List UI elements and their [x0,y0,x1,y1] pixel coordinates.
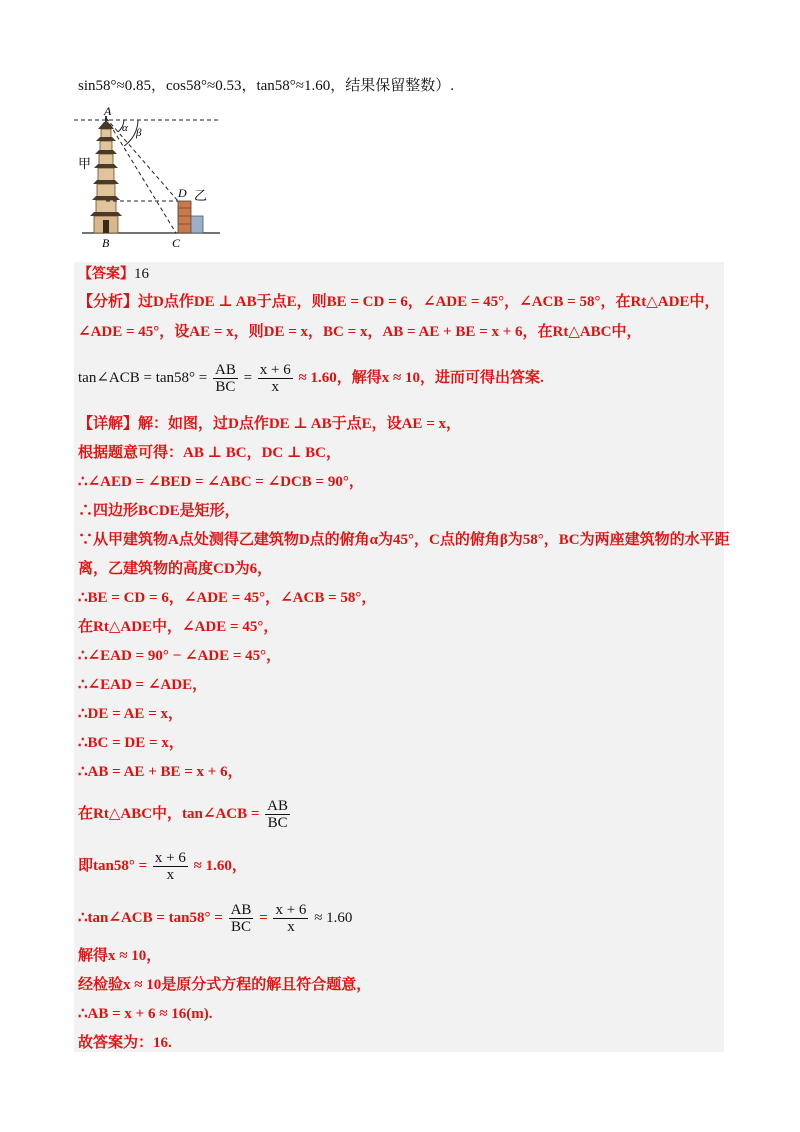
solution-panel [74,262,730,1052]
label-B: B [102,236,110,250]
detail-line-9: ∴∠EAD = 90° − ∠ADE = 45°， [78,648,282,664]
intro-line: sin58°≈0.85，cos58°≈0.53，tan58°≈1.60，结果保留整数）. [78,78,455,94]
fraction: $\frac{x + 6}{x}$ [275,902,307,935]
detail-line-11: ∴DE = AE = x， [78,706,183,722]
label-jia: 甲 [78,157,92,172]
answer-value: 16 [134,266,149,282]
detail-line-19: ∴AB = x + 6 ≈ 16(m). [78,1006,213,1022]
label-C: C [172,236,181,250]
detail-line-13: ∴AB = AE + BE = x + 6， [78,764,243,780]
detail-line-17: 解得x ≈ 10， [78,948,162,964]
fraction: $\frac{AB}{BC}$ [267,798,289,831]
line-AD [106,118,178,201]
label-beta: β [136,127,142,139]
detail-line-12: ∴BC = DE = x， [78,735,184,751]
detail-line-5: ∵从甲建筑物A点处测得乙建筑物D点的俯角α为45°，C点的俯角β为58°，BC为两座建筑物的水平距 [78,532,730,548]
geometry-figure [72,104,232,250]
fraction: $\frac{x + 6}{x}$ [154,850,186,883]
analysis-line-2: ∠ADE = 45°，设AE = x，则DE = x，BC = x，AB = AE + BE = x + 6，在Rt△ABC中， [78,324,642,340]
detail-line-18: 经检验x ≈ 10是原分式方程的解且符合题意， [78,977,372,993]
detail-line-20: 故答案为：16. [78,1035,172,1051]
detail-line-7: ∴BE = CD = 6，∠ADE = 45°，∠ACB = 58°， [78,590,377,606]
detail-line-16: ∴tan∠ACB = tan58° = $\frac{AB}{BC}$ = $\frac{x + 6}{x}$ ≈ 1.60 [78,902,353,935]
detail-line-2: 根据题意可得：AB ⊥ BC，DC ⊥ BC， [78,445,341,461]
building-icon [178,201,203,233]
detail-line-8: 在Rt△ADE中，∠ADE = 45°， [78,619,279,635]
detail-line-4: ∴四边形BCDE是矩形， [78,503,240,519]
label-A: A [104,104,112,118]
label-D: D [178,186,187,200]
analysis-line-1: 【分析】过D点作DE ⊥ AB于点E，则BE = CD = 6，∠ADE = 45°，∠ACB = 58°，在Rt△ADE中， [78,294,720,310]
label-yi: 乙 [194,189,208,204]
detail-line-1: 【详解】解：如图，过D点作DE ⊥ AB于点E，设AE = x， [78,416,461,432]
fraction: $\frac{x + 6}{x}$ [259,362,291,395]
fraction: $\frac{AB}{BC}$ [214,362,236,395]
detail-line-10: ∴∠EAD = ∠ADE， [78,677,208,693]
pagoda-icon [90,116,122,233]
detail-line-3: ∴∠AED = ∠BED = ∠ABC = ∠DCB = 90°， [78,474,364,490]
label-alpha: α [122,122,128,134]
analysis-line-3: tan∠ACB = tan58° = $\frac{AB}{BC}$ = $\frac{x + 6}{x}$ ≈ 1.60，解得x ≈ 10，进而可得出答案. [78,362,544,395]
answer-line: 【答案】16 [78,266,149,282]
detail-line-14: 在Rt△ABC中，tan∠ACB = $\frac{AB}{BC}$ [78,798,289,831]
detail-line-15: 即tan58° = $\frac{x + 6}{x}$ ≈ 1.60， [78,850,247,883]
fraction: $\frac{AB}{BC}$ [230,902,252,935]
detail-line-6: 离，乙建筑物的高度CD为6， [78,561,273,577]
